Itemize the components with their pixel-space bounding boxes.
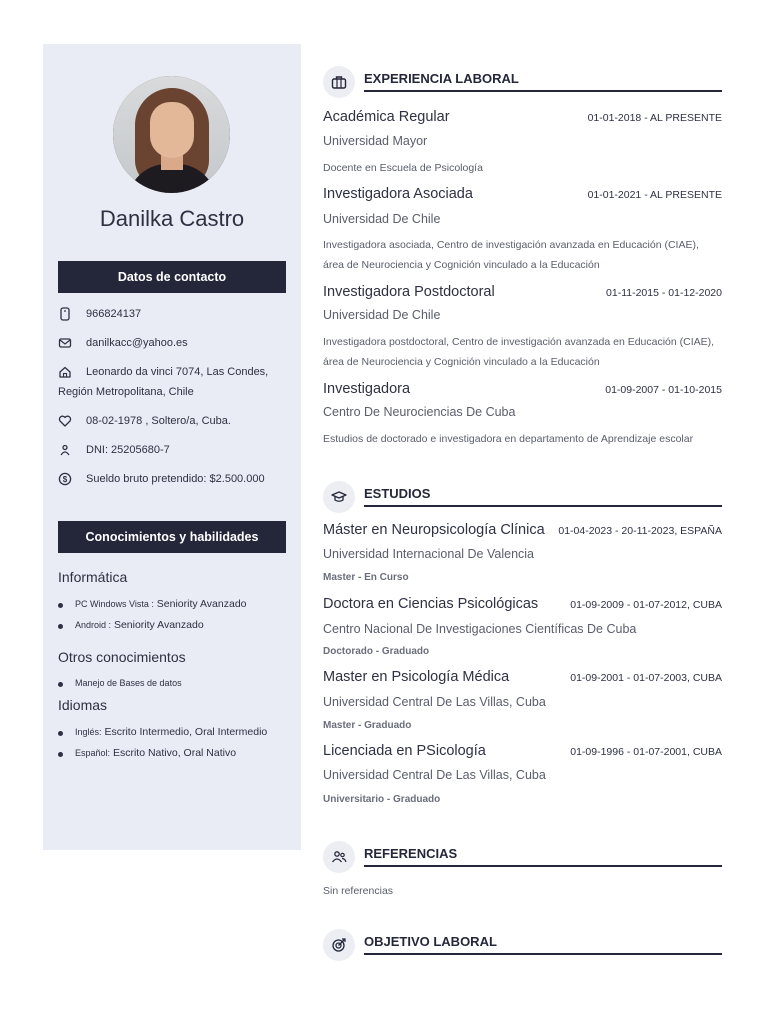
job-date: 01-01-2018 - AL PRESENTE [587,112,722,124]
contact-email: danilkacc@yahoo.es [58,333,293,353]
skills-otros-title: Otros conocimientos [58,649,186,665]
study-org: Universidad Central De Las Villas, Cuba [323,768,546,782]
job-title: Investigadora Postdoctoral [323,284,495,300]
references-section-header [323,841,722,873]
person-icon [58,443,72,457]
references-text: Sin referencias [323,885,394,897]
study-level: Universitario - Graduado [323,794,441,805]
mail-icon [58,336,72,350]
dollar-icon [58,472,72,486]
references-title: REFERENCIAS [364,846,458,861]
job-org: Centro De Neurociencias De Cuba [323,405,516,419]
home-icon [58,365,72,379]
skill-item: Android : Seniority Avanzado [58,619,204,631]
avatar [113,76,230,193]
study-date: 01-09-1996 - 01-07-2001, CUBA [570,746,722,758]
skills-idiomas-title: Idiomas [58,697,108,713]
job-title: Académica Regular [323,109,450,125]
study-title: Licenciada en PSicología [323,743,486,759]
briefcase-icon [331,74,347,90]
svg-text:$: $ [62,475,68,484]
graduation-cap-icon [331,489,347,505]
contact-phone: 966824137 [58,304,293,324]
study-org: Universidad Internacional De Valencia [323,547,534,561]
contact-address: Leonardo da vinci 7074, Las Condes, Región Metropolitana, Chile [58,366,269,398]
job-desc: Estudios de doctorado e investigadora en departamento de Aprendizaje escolar [323,433,694,445]
phone-icon [58,307,72,321]
job-date: 01-01-2021 - AL PRESENTE [587,189,722,201]
study-date: 01-09-2001 - 01-07-2003, CUBA [570,672,722,684]
contact-salary: $ Sueldo bruto pretendido: $2.500.000 [58,469,293,489]
education-title: ESTUDIOS [364,486,431,501]
job-desc: Docente en Escuela de Psicología [323,162,483,174]
skills-heading: Conocimientos y habilidades [58,521,286,553]
study-level: Master - En Curso [323,572,409,583]
study-level: Doctorado - Graduado [323,646,430,657]
study-date: 01-04-2023 - 20-11-2023, ESPAÑA [558,525,722,537]
skills-informatica-title: Informática [58,569,128,585]
study-title: Máster en Neuropsicología Clínica [323,522,545,538]
job-desc: Investigadora asociada, Centro de investigación avanzada en Educación (CIAE), área de Neurociencia y Cognición vinculado a la Educación [323,239,699,271]
people-icon [331,849,347,865]
skill-item: PC Windows Vista : Seniority Avanzado [58,598,247,610]
study-level: Master - Graduado [323,720,412,731]
objective-section-header [323,929,722,961]
heart-icon [58,414,72,428]
job-date: 01-11-2015 - 01-12-2020 [606,287,722,299]
study-date: 01-09-2009 - 01-07-2012, CUBA [570,599,722,611]
job-org: Universidad De Chile [323,212,441,226]
study-title: Master en Psicología Médica [323,669,510,685]
sidebar [43,44,301,850]
study-org: Universidad Central De Las Villas, Cuba [323,695,546,709]
job-title: Investigadora Asociada [323,186,473,202]
contact-dni: DNI: 25205680-7 [58,440,293,460]
target-icon [331,937,347,953]
job-date: 01-09-2007 - 01-10-2015 [605,384,722,396]
contact-personal: 08-02-1978 , Soltero/a, Cuba. [58,411,293,431]
experience-title: EXPERIENCIA LABORAL [364,71,519,86]
study-title: Doctora en Ciencias Psicológicas [323,596,539,612]
skill-item: Manejo de Bases de datos [58,677,182,689]
job-desc: Investigadora postdoctoral, Centro de investigación avanzada en Educación (CIAE), área de Neurociencia y Cognición vinculado a la Educación [323,336,715,368]
study-org: Centro Nacional De Investigaciones Científicas De Cuba [323,622,637,636]
job-org: Universidad Mayor [323,134,428,148]
profile-name: Danilka Castro [99,206,245,231]
objective-title: OBJETIVO LABORAL [364,934,497,949]
education-section-header [323,481,722,513]
skill-item: Inglés: Escrito Intermedio, Oral Intermedio [58,726,267,738]
experience-section-header [323,66,722,98]
contact-heading: Datos de contacto [58,261,286,293]
job-org: Universidad De Chile [323,308,441,322]
job-title: Investigadora [323,381,411,397]
skill-item: Español: Escrito Nativo, Oral Nativo [58,747,236,759]
